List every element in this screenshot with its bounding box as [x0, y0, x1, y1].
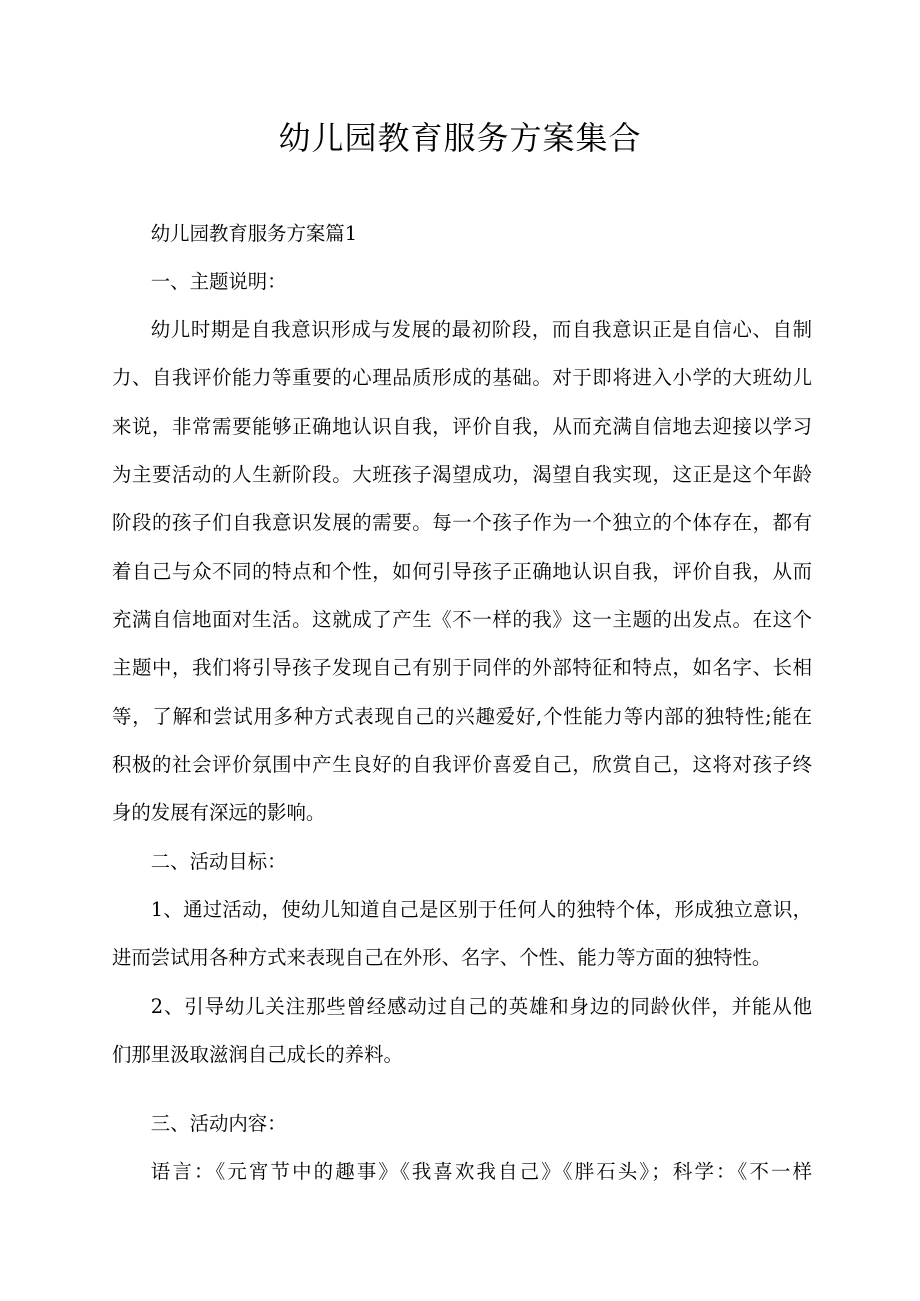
theme-paragraph-line: 着自己与众不同的特点和个性，如何引导孩子正确地认识自我，评价自我，从而 — [112, 560, 812, 583]
theme-paragraph-line: 主题中，我们将引导孩子发现自己有别于同伴的外部特征和特点，如名字、长相 — [112, 656, 812, 679]
goal-2-line: 2、引导幼儿关注那些曾经感动过自己的英雄和身边的同龄伙伴，并能从他 — [150, 995, 812, 1018]
theme-paragraph-line: 阶段的孩子们自我意识发展的需要。每一个孩子作为一个独立的个体存在，都有 — [112, 511, 812, 534]
theme-paragraph-line: 充满自信地面对生活。这就成了产生《不一样的我》这一主题的出发点。在这个 — [112, 608, 812, 631]
theme-paragraph-line: 幼儿时期是自我意识形成与发展的最初阶段，而自我意识正是自信心、自制 — [150, 318, 812, 341]
document-title: 幼儿园教育服务方案集合 — [278, 119, 642, 157]
content-heading: 三、活动内容： — [150, 1112, 287, 1135]
theme-paragraph-line: 为主要活动的人生新阶段。大班孩子渴望成功，渴望自我实现，这正是这个年龄 — [112, 463, 812, 486]
goals-heading: 二、活动目标： — [150, 850, 287, 873]
theme-paragraph-line: 身的发展有深远的影响。 — [112, 801, 326, 824]
theme-paragraph-line: 来说，非常需要能够正确地认识自我，评价自我，从而充满自信地去迎接以学习 — [112, 415, 812, 438]
goal-1-line: 进而尝试用各种方式来表现自己在外形、名字、个性、能力等方面的独特性。 — [112, 946, 772, 969]
goal-1-line: 1、通过活动，使幼儿知道自己是区别于任何人的独特个体，形成独立意识， — [150, 898, 812, 921]
theme-paragraph-line: 等，了解和尝试用多种方式表现自己的兴趣爱好,个性能力等内部的独特性;能在 — [112, 705, 812, 728]
goal-2-line: 们那里汲取滋润自己成长的养料。 — [112, 1043, 403, 1066]
theme-heading: 一、主题说明： — [150, 270, 287, 293]
section-heading: 幼儿园教育服务方案篇1 — [150, 222, 358, 245]
theme-paragraph-line: 力、自我评价能力等重要的心理品质形成的基础。对于即将进入小学的大班幼儿 — [112, 366, 812, 389]
content-line: 语言：《元宵节中的趣事》《我喜欢我自己》《胖石头》；科学：《不一样 — [150, 1160, 812, 1183]
theme-paragraph-line: 积极的社会评价氛围中产生良好的自我评价喜爱自己，欣赏自己，这将对孩子终 — [112, 753, 812, 776]
